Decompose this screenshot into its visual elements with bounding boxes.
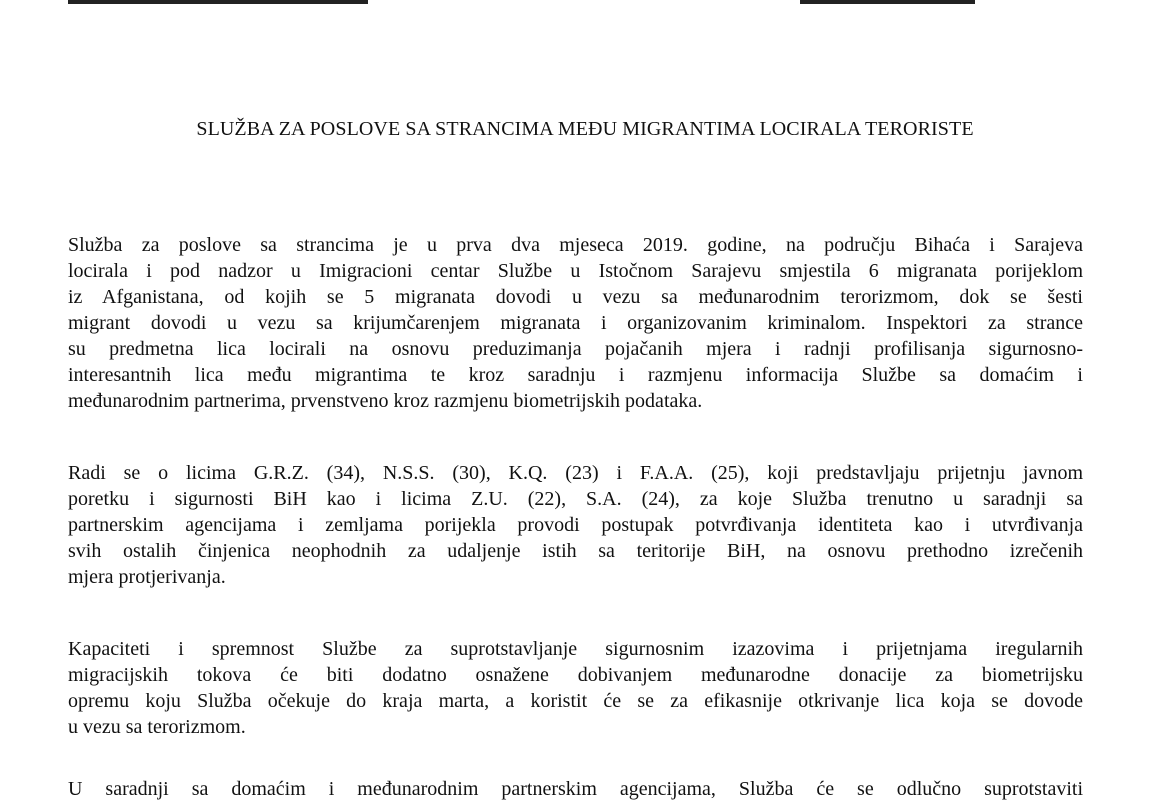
paragraph-line: partnerskim agencijama i zemljama porijekla provodi postupak potvrđivanja identiteta kao i utvrđivanja	[68, 514, 1083, 536]
paragraph-line: migrant dovodi u vezu sa krijumčarenjem migranata i organizovanim kriminalom. Inspektori za strance	[68, 312, 1083, 334]
paragraph-line: Služba za poslove sa strancima je u prva dva mjeseca 2019. godine, na području Bihaća i Sarajeva	[68, 234, 1083, 256]
document-title: SLUŽBA ZA POSLOVE SA STRANCIMA MEĐU MIGRANTIMA LOCIRALA TERORISTE	[196, 118, 974, 140]
paragraph-4	[68, 776, 1083, 800]
paragraph-line: u vezu sa terorizmom.	[68, 716, 246, 738]
paragraph-line: iz Afganistana, od kojih se 5 migranata dovodi u vezu sa međunarodnim terorizmom, dok se šesti	[68, 286, 1083, 308]
paragraph-line: poretku i sigurnosti BiH kao i licima Z.U. (22), S.A. (24), za koje Služba trenutno u saradnji sa	[68, 488, 1083, 510]
paragraph-line: svih ostalih činjenica neophodnih za udaljenje istih sa teritorije BiH, na osnovu prethodno izrečenih	[68, 540, 1083, 562]
paragraph-line: interesantnih lica među migrantima te kroz saradnju i razmjenu informacija Službe sa domaćim i	[68, 364, 1083, 386]
paragraph-line: Kapaciteti i spremnost Službe za suprotstavljanje sigurnosnim izazovima i prijetnjama iregularnih	[68, 638, 1083, 660]
paragraph-line: migracijskih tokova će biti dodatno osnažene dobivanjem međunarodne donacije za biometrijsku	[68, 664, 1083, 686]
header-text-fragment-right	[800, 0, 975, 4]
paragraph-line: mjera protjerivanja.	[68, 566, 226, 588]
paragraph-3	[68, 636, 1083, 740]
paragraph-1	[68, 232, 1083, 414]
paragraph-line: međunarodnim partnerima, prvenstveno kroz razmjenu biometrijskih podataka.	[68, 390, 703, 412]
paragraph-line: U saradnji sa domaćim i međunarodnim partnerskim agencijama, Služba će se odlučno suprotstaviti	[68, 778, 1083, 800]
paragraph-line: su predmetna lica locirali na osnovu preduzimanja pojačanih mjera i radnji profilisanja sigurnosno-	[68, 338, 1083, 360]
paragraph-2	[68, 460, 1083, 590]
paragraph-line: opremu koju Služba očekuje do kraja marta, a koristit će se za efikasnije otkrivanje lica koja se dovode	[68, 690, 1083, 712]
paragraph-line: Radi se o licima G.R.Z. (34), N.S.S. (30), K.Q. (23) i F.A.A. (25), koji predstavljaju prijetnju javnom	[68, 462, 1083, 484]
header-text-fragment-left	[68, 0, 368, 4]
paragraph-line: locirala i pod nadzor u Imigracioni centar Službe u Istočnom Sarajevu smjestila 6 migranata porijeklom	[68, 260, 1083, 282]
